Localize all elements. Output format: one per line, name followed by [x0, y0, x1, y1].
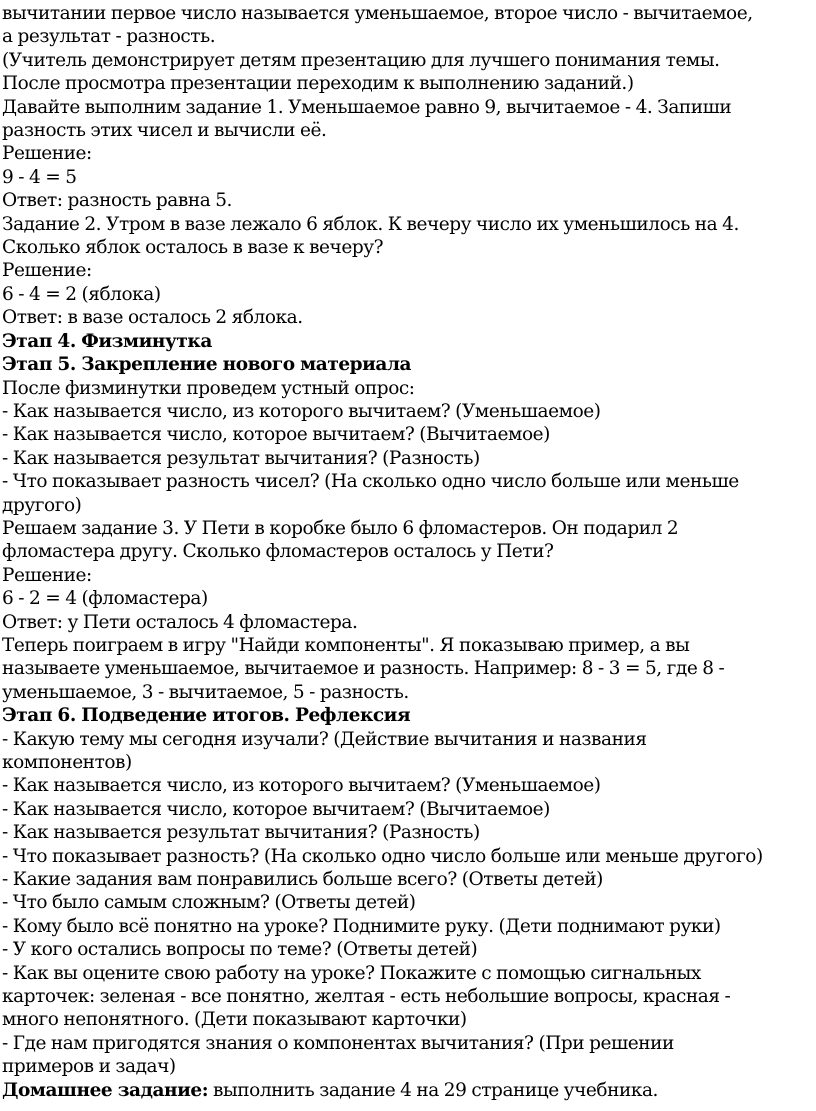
- homework-line: [2, 1079, 816, 1102]
- text-line: Ответ: в вазе осталось 2 яблока.: [2, 307, 303, 329]
- text-line: другого): [2, 494, 82, 516]
- text-line: Ответ: у Пети осталось 4 фломастера.: [2, 611, 358, 633]
- text-line: а результат - разность.: [2, 26, 216, 48]
- text-line: компонентов): [2, 752, 132, 773]
- text-line: много непонятного. (Дети показывают карточки): [2, 1009, 467, 1031]
- text-line: - Какие задания вам понравились больше всего? (Ответы детей): [2, 869, 603, 891]
- text-line: - У кого остались вопросы по теме? (Ответы детей): [2, 939, 478, 961]
- text-line: карточек: зеленая - все понятно, желтая - есть небольшие вопросы, красная -: [2, 986, 731, 1008]
- text-line: - Как называется число, из которого вычитаем? (Уменьшаемое): [2, 400, 601, 422]
- text-line: - Где нам пригодятся знания о компонентах вычитания? (При решении: [2, 1032, 674, 1054]
- text-line: - Как вы оцените свою работу на уроке? Покажите с помощью сигнальных: [2, 962, 701, 984]
- section-heading-stage-5: Этап 5. Закрепление нового материала: [2, 354, 412, 376]
- text-line: Теперь поиграем в игру "Найди компоненты". Я показываю пример, а вы: [2, 634, 690, 656]
- text-line: После просмотра презентации переходим к выполнению заданий.): [2, 73, 634, 95]
- text-line: Решение:: [2, 143, 92, 165]
- text-line: - Как называется число, из которого вычитаем? (Уменьшаемое): [2, 775, 601, 797]
- text-line: После физминутки проведем устный опрос:: [2, 377, 415, 399]
- text-line: разность этих чисел и вычисли её.: [2, 120, 327, 142]
- text-line: Сколько яблок осталось в вазе к вечеру?: [2, 237, 384, 259]
- section-heading-stage-4: Этап 4. Физминутка: [2, 330, 212, 352]
- text-line: - Как называется число, которое вычитаем? (Вычитаемое): [2, 424, 550, 446]
- text-line: - Как называется результат вычитания? (Разность): [2, 447, 480, 469]
- text-line: Решение:: [2, 260, 92, 282]
- text-line: 6 - 4 = 2 (яблока): [2, 283, 161, 305]
- text-line: примеров и задач): [2, 1056, 176, 1078]
- text-line: Задание 2. Утром в вазе лежало 6 яблок. К вечеру число их уменьшилось на 4.: [2, 213, 739, 235]
- text-line: Давайте выполним задание 1. Уменьшаемое равно 9, вычитаемое - 4. Запиши: [2, 96, 732, 118]
- text-line: уменьшаемое, 3 - вычитаемое, 5 - разность.: [2, 681, 409, 703]
- text-line: называете уменьшаемое, вычитаемое и разность. Например: 8 - 3 = 5, где 8 -: [2, 658, 725, 680]
- text-line: Ответ: разность равна 5.: [2, 190, 232, 212]
- text-line: - Как называется число, которое вычитаем? (Вычитаемое): [2, 798, 550, 820]
- text-line: - Какую тему мы сегодня изучали? (Действие вычитания и названия: [2, 728, 647, 750]
- text-line: Решение:: [2, 564, 92, 586]
- text-line: - Что было самым сложным? (Ответы детей): [2, 892, 416, 914]
- text-line: 6 - 2 = 4 (фломастера): [2, 588, 208, 610]
- text-line: 9 - 4 = 5: [2, 166, 77, 188]
- homework-label: Домашнее задание:: [2, 1079, 209, 1101]
- text-line: - Кому было всё понятно на уроке? Поднимите руку. (Дети поднимают руки): [2, 915, 721, 937]
- homework-text: выполнить задание 4 на 29 странице учебника.: [208, 1079, 658, 1101]
- text-line: вычитании первое число называется уменьшаемое, второе число - вычитаемое,: [2, 3, 753, 24]
- text-line: - Что показывает разность чисел? (На сколько одно число больше или меньше: [2, 471, 739, 493]
- text-line: - Что показывает разность? (На сколько одно число больше или меньше другого): [2, 845, 763, 867]
- text-line: Решаем задание 3. У Пети в коробке было 6 фломастеров. Он подарил 2: [2, 517, 679, 539]
- text-line: фломастера другу. Сколько фломастеров осталось у Пети?: [2, 541, 554, 563]
- text-line: - Как называется результат вычитания? (Разность): [2, 822, 480, 844]
- section-heading-stage-6: Этап 6. Подведение итогов. Рефлексия: [2, 705, 411, 727]
- text-line: (Учитель демонстрирует детям презентацию для лучшего понимания темы.: [2, 49, 720, 71]
